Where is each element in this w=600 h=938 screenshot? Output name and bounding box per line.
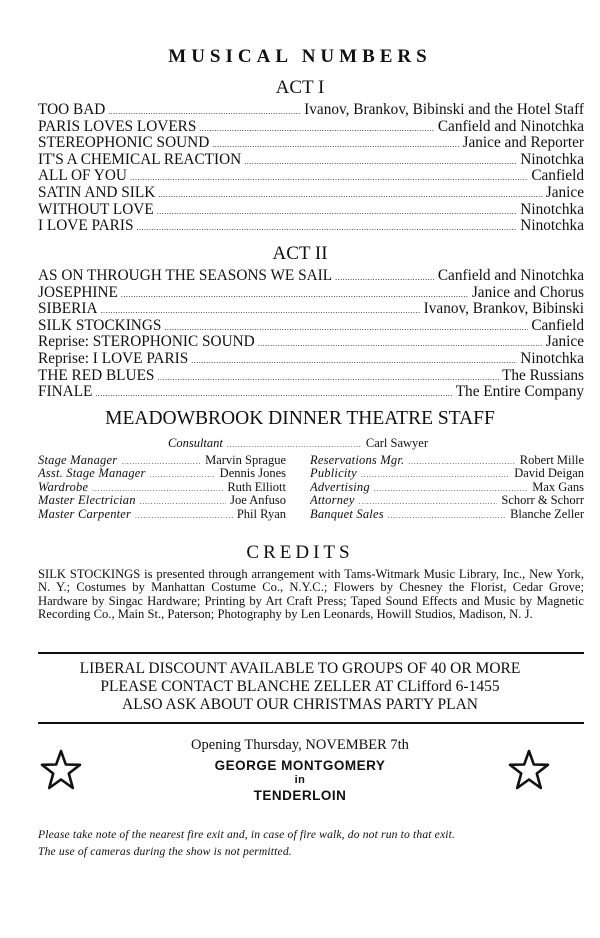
dot-leader xyxy=(157,208,518,216)
dot-leader xyxy=(136,224,517,232)
song-title: THE RED BLUES xyxy=(38,367,155,384)
list-item xyxy=(38,285,584,302)
performers: Canfield and Ninotchka xyxy=(437,118,584,135)
staff-row xyxy=(38,508,286,521)
song-title: JOSEPHINE xyxy=(38,284,118,301)
act1-list xyxy=(38,102,584,235)
divider-top xyxy=(38,652,584,654)
credits-paragraph: SILK STOCKINGS is presented through arrangement with Tams-Witmark Music Library, Inc., New York, N. Y.; Costumes by Manhattan Costume Co., N.Y.C.; Flowers by Chesney the Florist, Cedar Grove; Hardware by Singac Hardware; Printing by Art Craft Press; Taped Sound Effects and Music by Magnetic Recording Co., Main St., Paterson; Photography by Len Leonards, Howill Studios, Madison, N. J. xyxy=(38,567,584,622)
dot-leader xyxy=(359,499,498,506)
staff-row xyxy=(38,454,286,467)
song-title: Reprise: STEROPHONIC SOUND xyxy=(38,334,255,351)
staff-name: Carl Sawyer xyxy=(365,436,428,450)
staff-row xyxy=(310,467,584,480)
notice-line: Please take note of the nearest fire exit and, in case of fire walk, do not run to that exit. xyxy=(38,828,456,841)
dot-leader xyxy=(227,442,362,449)
staff-role: Stage Manager xyxy=(38,454,118,467)
consultant-row xyxy=(168,436,428,451)
divider-bottom xyxy=(38,722,584,724)
staff-name: Phil Ryan xyxy=(236,507,286,521)
staff-name: Max Gans xyxy=(532,480,584,494)
star-name: GEORGE MONTGOMERY xyxy=(214,758,386,773)
song-title: SIBERIA xyxy=(38,301,98,318)
act1-heading: ACT I xyxy=(275,77,325,98)
act2-list xyxy=(38,268,584,401)
staff-row xyxy=(310,481,584,494)
staff-row xyxy=(310,508,584,521)
performers: Ninotchka xyxy=(520,151,584,168)
performers: The Russians xyxy=(501,367,584,384)
list-item xyxy=(38,334,584,351)
song-title: SATIN AND SILK xyxy=(38,184,156,201)
performers: Ivanov, Brankov, Bibinski xyxy=(423,301,584,318)
staff-role: Attorney xyxy=(310,494,355,508)
song-title: Reprise: I LOVE PARIS xyxy=(38,350,189,367)
performers: Ninotchka xyxy=(520,350,584,367)
performers: Ninotchka xyxy=(520,201,584,218)
song-title: WITHOUT LOVE xyxy=(38,201,154,218)
performers: Ninotchka xyxy=(520,218,584,235)
opening-date: Opening Thursday, NOVEMBER 7th xyxy=(191,737,409,753)
song-title: I LOVE PARIS xyxy=(38,218,134,235)
list-item xyxy=(38,102,584,119)
dot-leader xyxy=(157,374,499,382)
list-item xyxy=(38,135,584,152)
song-title: ALL OF YOU xyxy=(38,168,127,185)
staff-role: Banquet Sales xyxy=(310,507,384,521)
staff-name: Marvin Sprague xyxy=(205,454,286,467)
staff-row xyxy=(310,494,584,507)
dot-leader xyxy=(130,174,528,182)
list-item xyxy=(38,351,584,368)
dot-leader xyxy=(199,125,434,133)
page-title: MUSICAL NUMBERS xyxy=(168,46,432,67)
staff-role: Master Carpenter xyxy=(38,507,132,521)
staff-role: Publicity xyxy=(310,467,357,481)
dot-leader xyxy=(108,108,301,116)
dot-leader xyxy=(158,191,542,199)
list-item xyxy=(38,185,584,202)
staff-name: Robert Mille xyxy=(519,454,584,467)
staff-role: Advertising xyxy=(310,480,370,494)
performers: Janice xyxy=(545,334,584,351)
performers: Canfield xyxy=(531,168,584,185)
dot-leader xyxy=(140,499,226,506)
list-item xyxy=(38,168,584,185)
performers: Janice xyxy=(545,184,584,201)
staff-role: Wardrobe xyxy=(38,480,89,494)
discount-line: LIBERAL DISCOUNT AVAILABLE TO GROUPS OF 40 OR MORE xyxy=(79,660,521,677)
list-item xyxy=(38,152,584,169)
list-item xyxy=(38,368,584,385)
staff-role: Asst. Stage Manager xyxy=(38,467,146,481)
dot-leader xyxy=(121,459,201,466)
song-title: AS ON THROUGH THE SEASONS WE SAIL xyxy=(38,268,333,284)
dot-leader xyxy=(101,307,421,315)
upcoming-show xyxy=(0,757,600,804)
staff-name: Blanche Zeller xyxy=(510,507,584,521)
song-title: TOO BAD xyxy=(38,102,106,118)
connector-text: in xyxy=(294,774,306,786)
staff-role: Master Electrician xyxy=(38,494,136,508)
song-title: PARIS LOVES LOVERS xyxy=(38,118,197,135)
staff-column-left xyxy=(38,454,286,521)
discount-block xyxy=(0,660,600,714)
list-item xyxy=(38,119,584,136)
staff-heading: MEADOWBROOK DINNER THEATRE STAFF xyxy=(105,408,495,429)
list-item xyxy=(38,318,584,335)
performers: Ivanov, Brankov, Bibinski and the Hotel Staff xyxy=(304,102,584,118)
show-name: TENDERLOIN xyxy=(253,788,347,803)
list-item xyxy=(38,268,584,285)
dot-leader xyxy=(408,459,515,466)
dot-leader xyxy=(258,340,543,348)
dot-leader xyxy=(374,486,528,493)
performers: Janice and Chorus xyxy=(471,284,584,301)
staff-row xyxy=(310,454,584,467)
staff-name: Joe Anfuso xyxy=(230,494,286,508)
credits-heading: CREDITS xyxy=(246,542,354,563)
dot-leader xyxy=(335,274,435,282)
staff-row xyxy=(38,494,286,507)
song-title: STEREOPHONIC SOUND xyxy=(38,135,210,152)
dot-leader xyxy=(92,486,223,493)
dot-leader xyxy=(150,472,216,479)
dot-leader xyxy=(361,472,510,479)
dot-leader xyxy=(95,390,452,398)
song-title: FINALE xyxy=(38,384,93,401)
dot-leader xyxy=(191,357,517,365)
song-title: SILK STOCKINGS xyxy=(38,317,162,334)
staff-role: Consultant xyxy=(168,436,223,450)
dot-leader xyxy=(135,513,233,520)
notice-line: The use of cameras during the show is not permitted. xyxy=(38,845,292,858)
list-item xyxy=(38,202,584,219)
dot-leader xyxy=(212,141,459,149)
song-title: IT'S A CHEMICAL REACTION xyxy=(38,151,242,168)
performers: The Entire Company xyxy=(455,384,584,401)
discount-line: ALSO ASK ABOUT OUR CHRISTMAS PARTY PLAN xyxy=(122,696,478,713)
list-item xyxy=(38,384,584,401)
performers: Canfield and Ninotchka xyxy=(437,268,584,284)
dot-leader xyxy=(121,291,469,299)
performers: Canfield xyxy=(531,317,584,334)
staff-column-right xyxy=(310,454,584,521)
staff-role: Reservations Mgr. xyxy=(310,454,405,467)
staff-name: David Deigan xyxy=(514,467,584,481)
staff-name: Schorr & Schorr xyxy=(501,494,584,508)
staff-row xyxy=(38,481,286,494)
list-item xyxy=(38,218,584,235)
safety-notice xyxy=(38,826,584,860)
dot-leader xyxy=(164,324,528,332)
dot-leader xyxy=(244,158,517,166)
staff-name: Dennis Jones xyxy=(219,467,286,481)
dot-leader xyxy=(388,513,506,520)
staff-name: Ruth Elliott xyxy=(227,480,286,494)
staff-row xyxy=(38,467,286,480)
performers: Janice and Reporter xyxy=(462,135,584,152)
list-item xyxy=(38,301,584,318)
act2-heading: ACT II xyxy=(272,243,328,264)
discount-line: PLEASE CONTACT BLANCHE ZELLER AT CLifford 6-1455 xyxy=(100,678,500,695)
